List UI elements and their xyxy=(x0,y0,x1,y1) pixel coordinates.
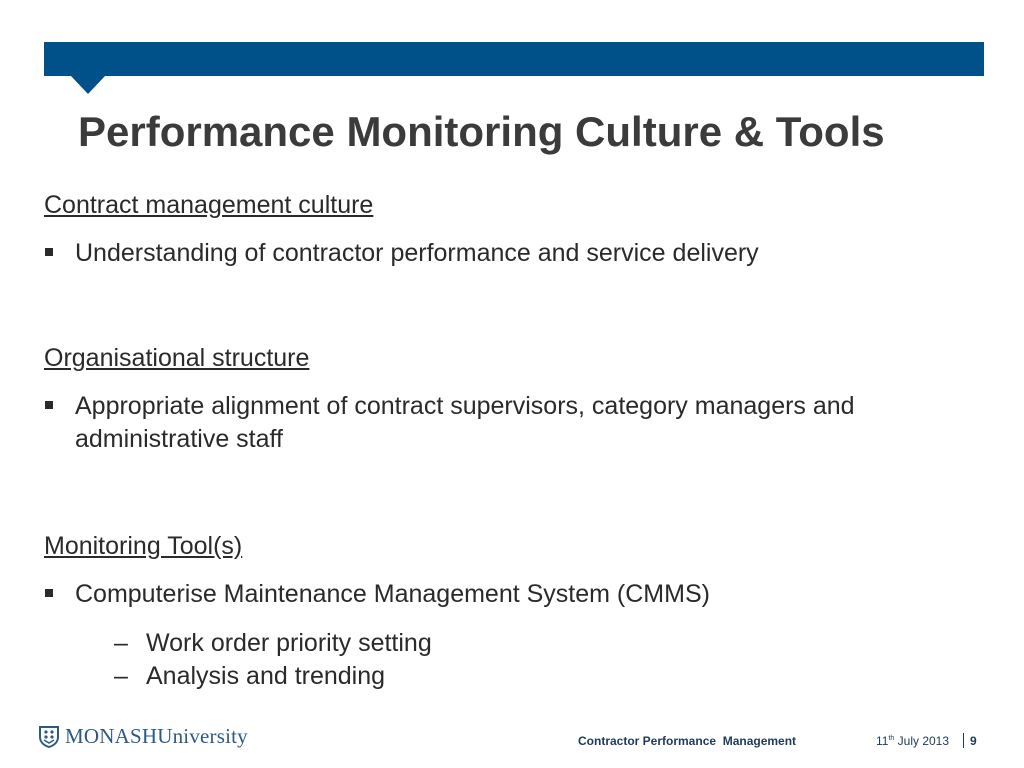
bullet-text: Computerise Maintenance Management System (CMMS) xyxy=(75,580,710,608)
dash-bullet-icon: – xyxy=(114,662,128,690)
bullet-item xyxy=(44,578,984,611)
logo-wordmark: MONASHUniversity xyxy=(65,724,248,748)
bullet-text: Appropriate alignment of contract supervisors, category managers and administrative staff xyxy=(75,392,855,453)
section-heading: Monitoring Tool(s) xyxy=(44,532,243,560)
bullet-item xyxy=(44,237,759,270)
square-bullet-icon xyxy=(45,589,53,597)
header-bar-notch xyxy=(71,76,105,94)
sub-bullet-text: Analysis and trending xyxy=(146,662,386,690)
bullet-item xyxy=(44,390,984,456)
page-number: 9 xyxy=(970,734,977,748)
sub-bullet-list xyxy=(44,627,984,693)
header-bar xyxy=(44,42,984,76)
section-heading: Contract management culture xyxy=(44,191,374,219)
section-organisational-structure xyxy=(44,341,984,456)
dash-bullet-icon: – xyxy=(114,629,128,657)
slide-title: Performance Monitoring Culture & Tools xyxy=(78,108,885,155)
sub-bullet-item xyxy=(44,627,984,660)
footer-divider xyxy=(963,733,964,748)
square-bullet-icon xyxy=(45,401,53,409)
monash-shield-icon xyxy=(38,725,60,749)
section-monitoring-tools xyxy=(44,529,984,693)
bullet-text: Understanding of contractor performance and service delivery xyxy=(75,239,759,267)
square-bullet-icon xyxy=(45,248,53,256)
section-contract-management xyxy=(44,188,759,270)
sub-bullet-item xyxy=(44,660,984,693)
footer-date: 11th July 2013 xyxy=(876,734,950,748)
sub-bullet-text: Work order priority setting xyxy=(146,629,432,657)
monash-logo xyxy=(38,724,248,749)
footer-course-title: Contractor Performance Management xyxy=(578,734,797,748)
section-heading: Organisational structure xyxy=(44,344,310,372)
